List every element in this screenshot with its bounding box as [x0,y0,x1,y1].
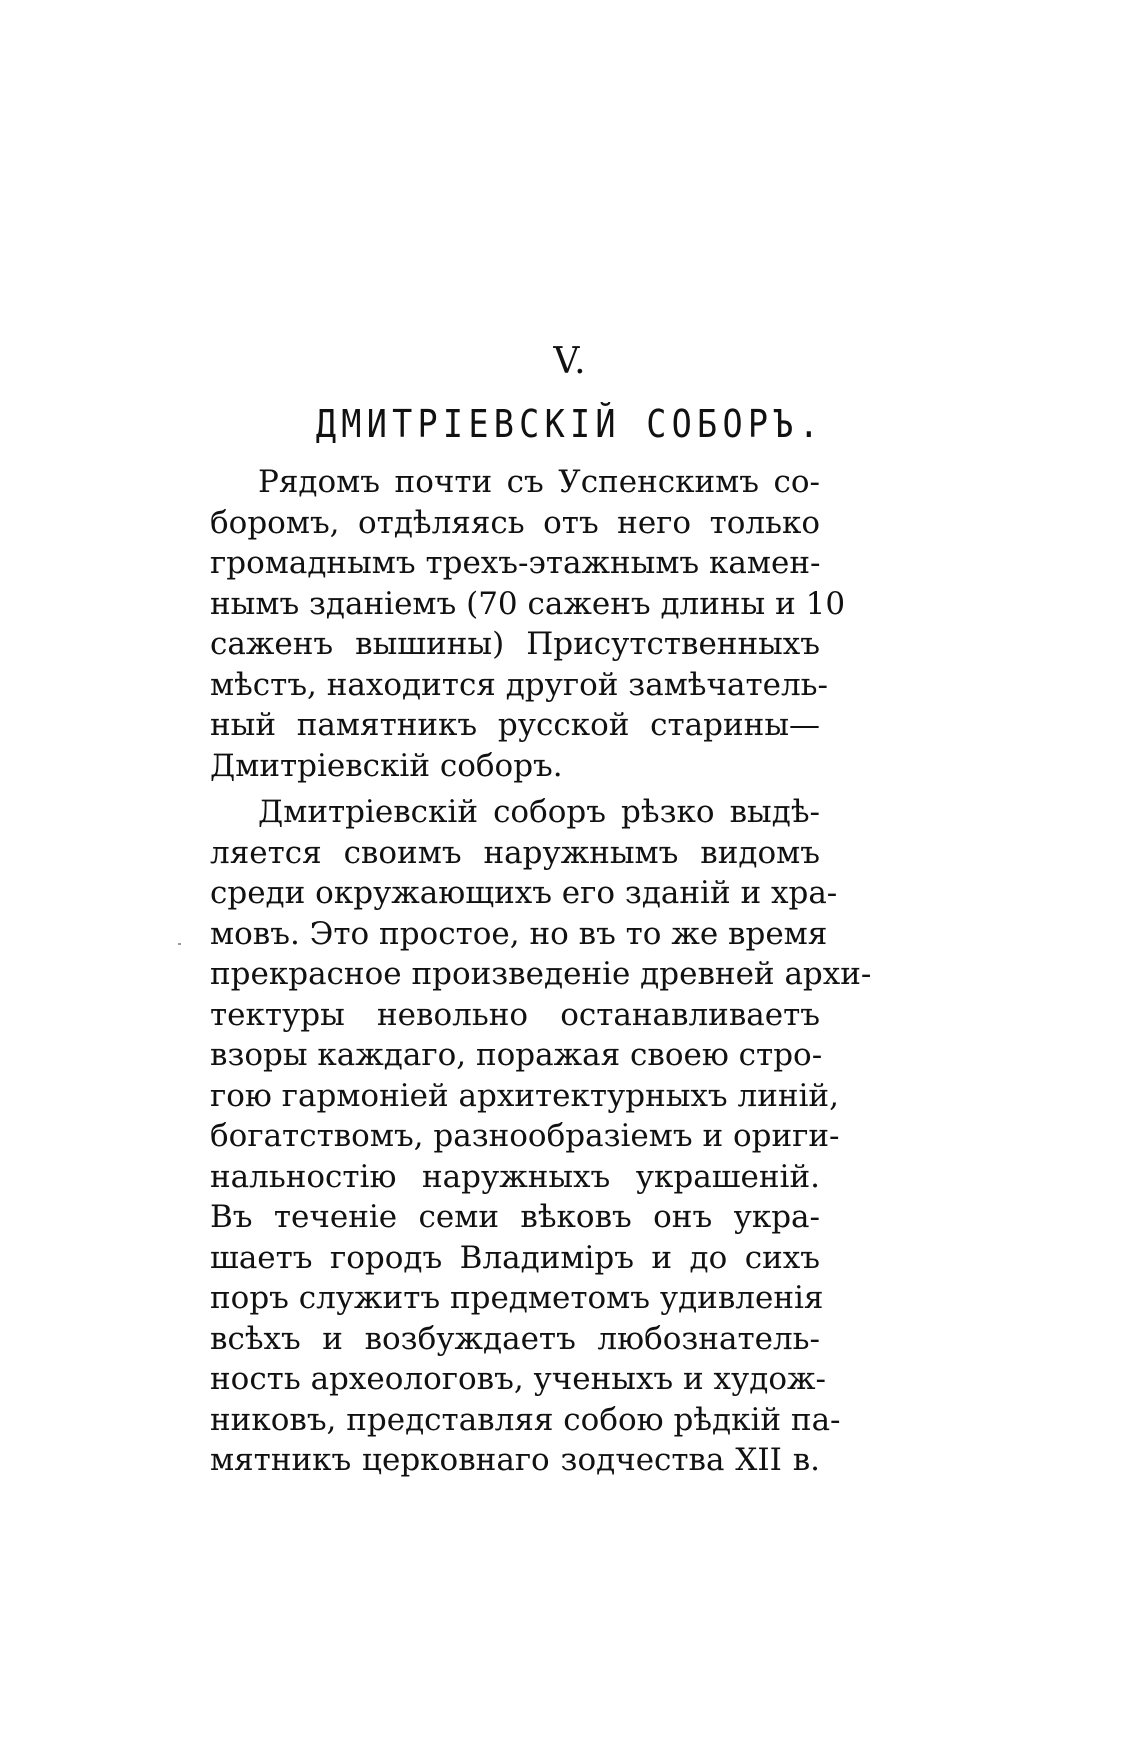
text-line: всѣхъ и возбуждаетъ любознатель- [210,1320,820,1357]
text-line: богатствомъ, разнообразіемъ и ориги- [210,1118,840,1154]
text-line: поръ служитъ предметомъ удивленія [210,1280,824,1316]
text-line: громаднымъ трехъ-этажнымъ камен- [210,545,821,581]
text-line: мятникъ церковнаго зодчества XII в. [210,1442,820,1478]
text-line: нальностію наружныхъ украшеній. [210,1158,820,1195]
text-line: нымъ зданіемъ (70 саженъ длины и 10 [210,585,846,622]
text-line: ляется своимъ наружнымъ видомъ [210,834,820,871]
body-text [210,462,872,1481]
text-line: саженъ вышины) Присутственныхъ [210,626,820,662]
text-line: среди окружающихъ его зданій и хра- [210,875,838,911]
text-line: шаетъ городъ Владиміръ и до сихъ [210,1239,820,1276]
text-line: никовъ, представляя собою рѣдкій па- [210,1401,841,1438]
text-line: прекрасное произведеніе древней архи- [210,956,872,992]
text-line: Дмитріевскій соборъ. [210,747,563,784]
text-line: Дмитріевскій соборъ рѣзко выдѣ- [258,794,820,830]
chapter-number: V. [553,341,587,382]
text-line: ный памятникъ русской старины— [210,707,820,743]
text-line: мѣстъ, находится другой замѣчатель- [210,666,829,703]
chapter-title: ДМИТРІЕВСКІЙ СОБОРЪ. [315,402,825,446]
text-line: мовъ. Это простое, но въ то же время [210,915,828,952]
text-line: тектуры невольно останавливаетъ [210,996,820,1033]
text-line: Въ теченіе семи вѣковъ онъ укра- [210,1199,820,1235]
margin-speck [178,943,181,945]
text-line: гою гармоніей архитектурныхъ линій, [210,1077,839,1114]
text-line: Рядомъ почти съ Успенскимъ со- [258,464,820,500]
text-line: взоры каждаго, поражая своею стро- [210,1037,823,1073]
text-line: ность археологовъ, ученыхъ и худож- [210,1361,826,1397]
text-line: боромъ, отдѣляясь отъ него только [210,504,820,541]
